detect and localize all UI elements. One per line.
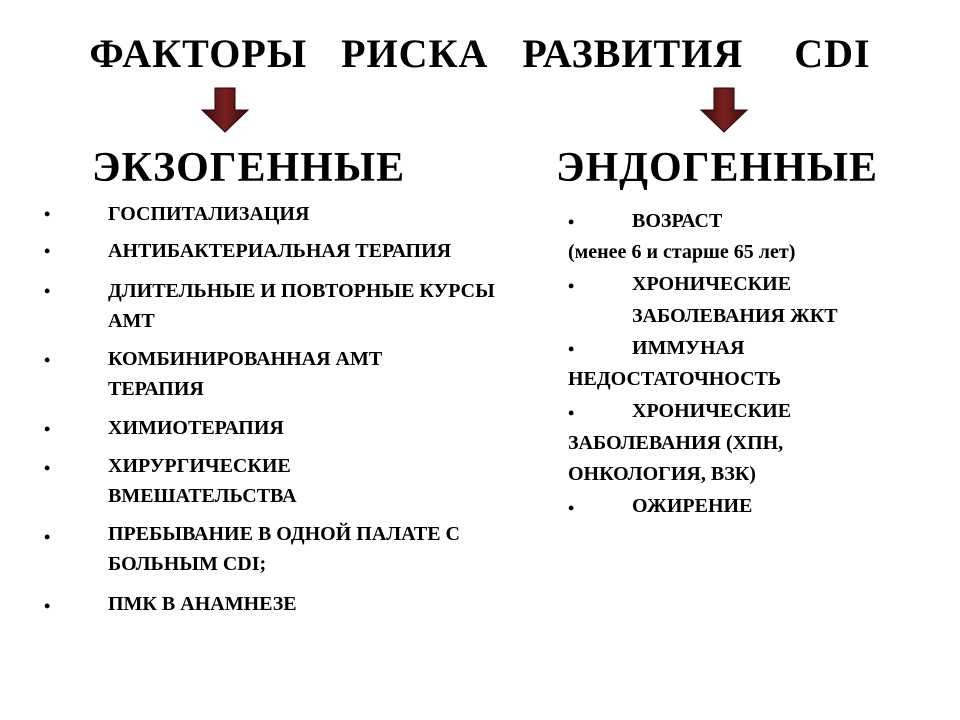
list-item-continuation: ОНКОЛОГИЯ, ВЗК) bbox=[568, 463, 756, 485]
bullet-icon: • bbox=[568, 276, 575, 296]
down-arrow-icon bbox=[699, 86, 749, 134]
list-item: ВОЗРАСТ bbox=[632, 210, 723, 232]
bullet-icon: • bbox=[44, 281, 51, 301]
bullet-icon: • bbox=[44, 419, 51, 439]
list-item-note: (менее 6 и старше 65 лет) bbox=[568, 241, 796, 263]
bullet-icon: • bbox=[568, 498, 575, 518]
bullet-icon: • bbox=[568, 403, 575, 423]
down-arrow-icon bbox=[200, 86, 250, 134]
bullet-icon: • bbox=[44, 241, 51, 261]
bullet-icon: • bbox=[44, 458, 51, 478]
endogenous-heading: ЭНДОГЕННЫЕ bbox=[556, 145, 879, 191]
list-item: КОМБИНИРОВАННАЯ АМТ ТЕРАПИЯ bbox=[108, 348, 383, 400]
list-item: ХИМИОТЕРАПИЯ bbox=[108, 417, 284, 439]
list-item: ГОСПИТАЛИЗАЦИЯ bbox=[108, 203, 310, 225]
list-item: ДЛИТЕЛЬНЫЕ И ПОВТОРНЫЕ КУРСЫ АМТ bbox=[108, 280, 495, 332]
bullet-icon: • bbox=[44, 527, 51, 547]
list-item: АНТИБАКТЕРИАЛЬНАЯ ТЕРАПИЯ bbox=[108, 240, 452, 262]
list-item: ИММУНАЯ bbox=[632, 337, 745, 359]
list-item-continuation: ЗАБОЛЕВАНИЯ ЖКТ bbox=[632, 305, 838, 327]
bullet-icon: • bbox=[44, 350, 51, 370]
bullet-icon: • bbox=[44, 596, 51, 616]
list-item: ПМК В АНАМНЕЗЕ bbox=[108, 593, 297, 615]
bullet-icon: • bbox=[568, 212, 575, 232]
list-item: ПРЕБЫВАНИЕ В ОДНОЙ ПАЛАТЕ С БОЛЬНЫМ CDI; bbox=[108, 523, 460, 575]
list-item: ХРОНИЧЕСКИЕ bbox=[632, 273, 792, 295]
bullet-icon: • bbox=[568, 339, 575, 359]
list-item: ХИРУРГИЧЕСКИЕ ВМЕШАТЕЛЬСТВА bbox=[108, 455, 297, 507]
bullet-icon: • bbox=[44, 204, 51, 224]
list-item-continuation: ЗАБОЛЕВАНИЯ (ХПН, bbox=[568, 432, 784, 454]
list-item-continuation: НЕДОСТАТОЧНОСТЬ bbox=[568, 368, 782, 390]
exogenous-heading: ЭКЗОГЕННЫЕ bbox=[92, 145, 406, 191]
list-item: ХРОНИЧЕСКИЕ bbox=[632, 400, 792, 422]
slide-title: ФАКТОРЫ РИСКА РАЗВИТИЯ CDI bbox=[89, 31, 871, 76]
list-item: ОЖИРЕНИЕ bbox=[632, 495, 753, 517]
